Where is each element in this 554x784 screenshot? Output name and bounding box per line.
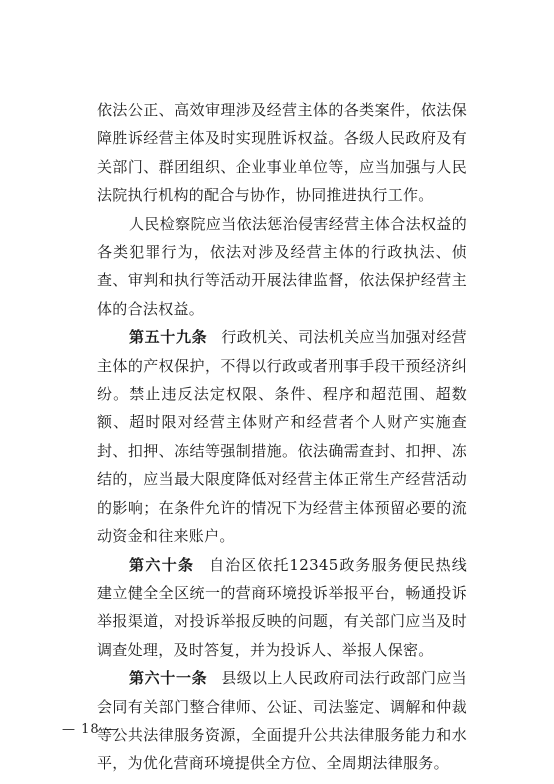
document-body bbox=[97, 96, 467, 778]
article-number: 第六十条 bbox=[129, 555, 195, 574]
article-text: 县级以上人民政府司法行政部门应当会同有关部门整合律师、公证、司法鉴定、调解和仲裁等公共法律服务资源，全面提升公共法律服务能力和水平，为优化营商环境提供全方位、全周期法律服务。 bbox=[97, 669, 467, 773]
article-number: 第五十九条 bbox=[129, 328, 208, 347]
article-59 bbox=[97, 323, 467, 550]
paragraph-procuratorate bbox=[97, 210, 467, 324]
article-number: 第六十一条 bbox=[129, 669, 208, 688]
article-text: 自治区依托12345政务服务便民热线建立健全全区统一的营商环境投诉举报平台，畅通投诉举报渠道，对投诉举报反映的问题，有关部门应当及时调查处理，及时答复，并为投诉人、举报人保密。 bbox=[97, 555, 468, 659]
article-60 bbox=[97, 551, 467, 665]
paragraph-text: 依法公正、高效审理涉及经营主体的各类案件，依法保障胜诉经营主体及时实现胜诉权益。各级人民政府及有关部门、群团组织、企业事业单位等，应当加强与人民法院执行机构的配合与协作，协同推进执行工作。 bbox=[97, 101, 467, 205]
page-number: — 18 — bbox=[62, 722, 119, 737]
paragraph-court-enforcement bbox=[97, 96, 467, 210]
article-61 bbox=[97, 664, 467, 778]
article-text: 行政机关、司法机关应当加强对经营主体的产权保护，不得以行政或者刑事手段干预经济纠纷。禁止违反法定权限、条件、程序和超范围、超数额、超时限对经营主体财产和经营者个人财产实施查封、扣押、冻结等强制措施。依法确需查封、扣押、冻结的，应当最大限度降低对经营主体正常生产经营活动的影响；在条件允许的情况下为经营主体预留必要的流动资金和往来账户。 bbox=[97, 328, 467, 546]
paragraph-text: 人民检察院应当依法惩治侵害经营主体合法权益的各类犯罪行为，依法对涉及经营主体的行政执法、侦查、审判和执行等活动开展法律监督，依法保护经营主体的合法权益。 bbox=[97, 214, 467, 318]
